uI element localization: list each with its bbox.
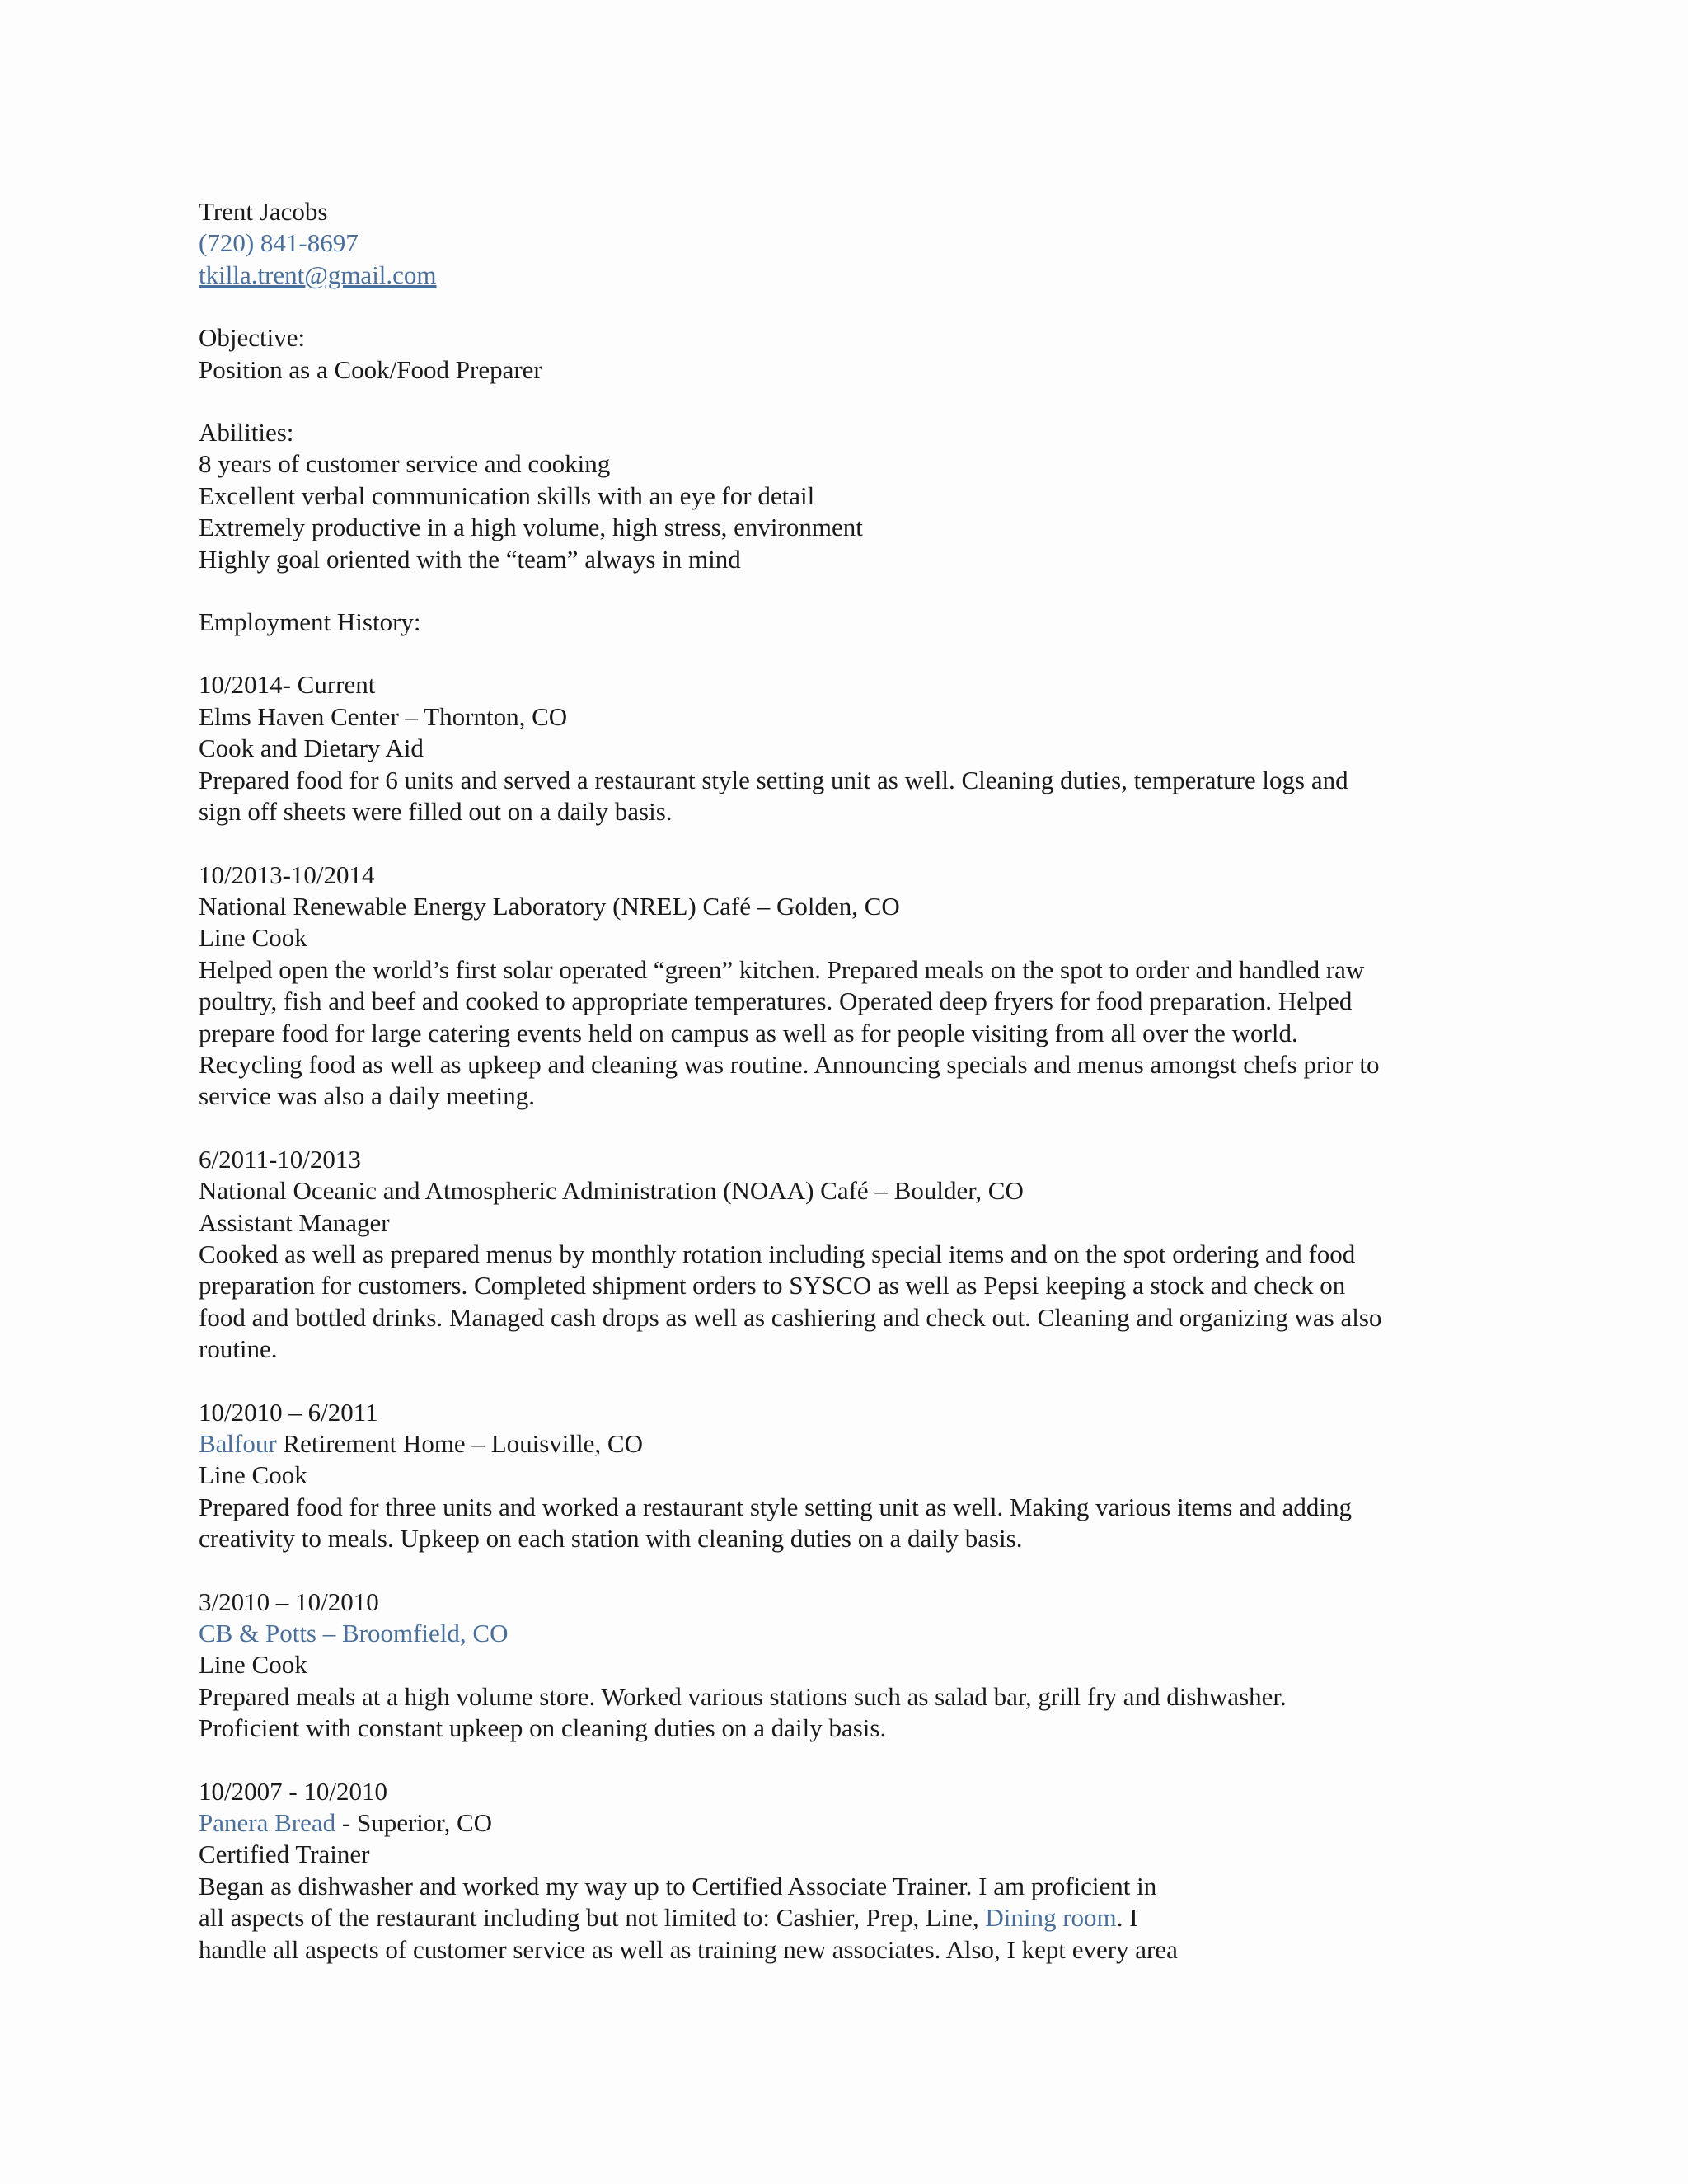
job-description-line: handle all aspects of customer service as well as training new associates. Also, I kept every area [199, 1934, 1178, 1964]
job-employer: National Oceanic and Atmospheric Administration (NOAA) Café – Boulder, CO [199, 1176, 1024, 1206]
objective-text: Position as a Cook/Food Preparer [199, 354, 542, 384]
job-description-line: creativity to meals. Upkeep on each station with cleaning duties on a daily basis. [199, 1524, 1023, 1554]
job-description-line: Helped open the world’s first solar operated “green” kitchen. Prepared meals on the spot to order and handled raw [199, 954, 1365, 984]
employer-link[interactable]: CB & Potts – Broomfield, CO [199, 1619, 509, 1648]
employer-link[interactable]: Balfour [199, 1429, 277, 1458]
dining-room-link[interactable]: Dining room [985, 1903, 1117, 1933]
applicant-name: Trent Jacobs [199, 197, 328, 226]
job-title: Line Cook [199, 923, 307, 953]
job-description-line: poultry, fish and beef and cooked to appropriate temperatures. Operated deep fryers for food preparation. Helped [199, 987, 1353, 1016]
job-employer [199, 1428, 1517, 1460]
job-description-line: Prepared food for three units and worked a restaurant style setting unit as well. Making various items and adding [199, 1492, 1352, 1521]
job-description-line: Recycling food as well as upkeep and cleaning was routine. Announcing specials and menus amongst chefs prior to [199, 1049, 1380, 1079]
resume-content [199, 196, 1517, 1966]
description-text: all aspects of the restaurant including but not limited to: Cashier, Prep, Line, [199, 1903, 986, 1933]
phone-number: (720) 841-8697 [199, 228, 359, 258]
ability-item: Extremely productive in a high volume, high stress, environment [199, 513, 863, 542]
job-employer: Elms Haven Center – Thornton, CO [199, 701, 568, 731]
job-description-line: Prepared meals at a high volume store. Worked various stations such as salad bar, grill fry and dishwasher. [199, 1681, 1287, 1711]
spacer [199, 638, 1517, 669]
job-description-line: routine. [199, 1334, 278, 1364]
job-title: Certified Trainer [199, 1840, 370, 1869]
job-employer [199, 1807, 1517, 1839]
job-description-line: Cooked as well as prepared menus by monthly rotation including special items and on the spot ordering and food [199, 1239, 1356, 1268]
ability-item: Excellent verbal communication skills with an eye for detail [199, 480, 815, 510]
spacer [199, 386, 1517, 417]
job-employer: National Renewable Energy Laboratory (NREL) Café – Golden, CO [199, 891, 900, 921]
spacer [199, 1366, 1517, 1397]
employer-link[interactable]: Panera Bread [199, 1808, 336, 1838]
spacer [199, 828, 1517, 860]
employment-heading: Employment History: [199, 607, 421, 637]
employer-location: - Superior, CO [335, 1808, 493, 1838]
job-description-line: prepare food for large catering events held on campus as well as for people visiting from all over the world. [199, 1018, 1298, 1047]
description-text: . I [1116, 1903, 1138, 1933]
job-title: Line Cook [199, 1650, 307, 1680]
job-dates: 10/2013-10/2014 [199, 860, 375, 889]
job-description-line: sign off sheets were filled out on a daily basis. [199, 797, 673, 827]
job-dates: 10/2007 - 10/2010 [199, 1776, 388, 1806]
spacer [199, 1555, 1517, 1586]
job-dates: 10/2014- Current [199, 670, 376, 700]
job-description-line: food and bottled drinks. Managed cash drops as well as cashiering and check out. Cleaning and organizing was also [199, 1302, 1382, 1332]
job-title: Line Cook [199, 1460, 307, 1490]
spacer [199, 1745, 1517, 1776]
employer-location: Retirement Home – Louisville, CO [276, 1429, 643, 1458]
spacer [199, 575, 1517, 607]
job-description-line: Began as dishwasher and worked my way up to Certified Associate Trainer. I am proficient in [199, 1871, 1157, 1900]
job-dates: 3/2010 – 10/2010 [199, 1586, 379, 1616]
job-dates: 10/2010 – 6/2011 [199, 1397, 378, 1427]
job-dates: 6/2011-10/2013 [199, 1144, 361, 1174]
ability-item: Highly goal oriented with the “team” always in mind [199, 544, 741, 574]
ability-item: 8 years of customer service and cooking [199, 449, 611, 479]
spacer [199, 1113, 1517, 1144]
job-title: Cook and Dietary Aid [199, 733, 424, 763]
abilities-heading: Abilities: [199, 418, 294, 448]
job-title: Assistant Manager [199, 1207, 390, 1237]
job-description-line: preparation for customers. Completed shipment orders to SYSCO as well as Pepsi keeping a stock and check on [199, 1271, 1346, 1301]
job-description-line [199, 1902, 1517, 1933]
job-description-line: Proficient with constant upkeep on cleaning duties on a daily basis. [199, 1713, 887, 1743]
job-description-line: Prepared food for 6 units and served a restaurant style setting unit as well. Cleaning duties, temperature logs and [199, 765, 1348, 794]
spacer [199, 291, 1517, 322]
email-link[interactable]: tkilla.trent@gmail.com [199, 260, 437, 289]
objective-heading: Objective: [199, 323, 306, 353]
job-employer [199, 1618, 1517, 1649]
job-description-line: service was also a daily meeting. [199, 1081, 536, 1111]
